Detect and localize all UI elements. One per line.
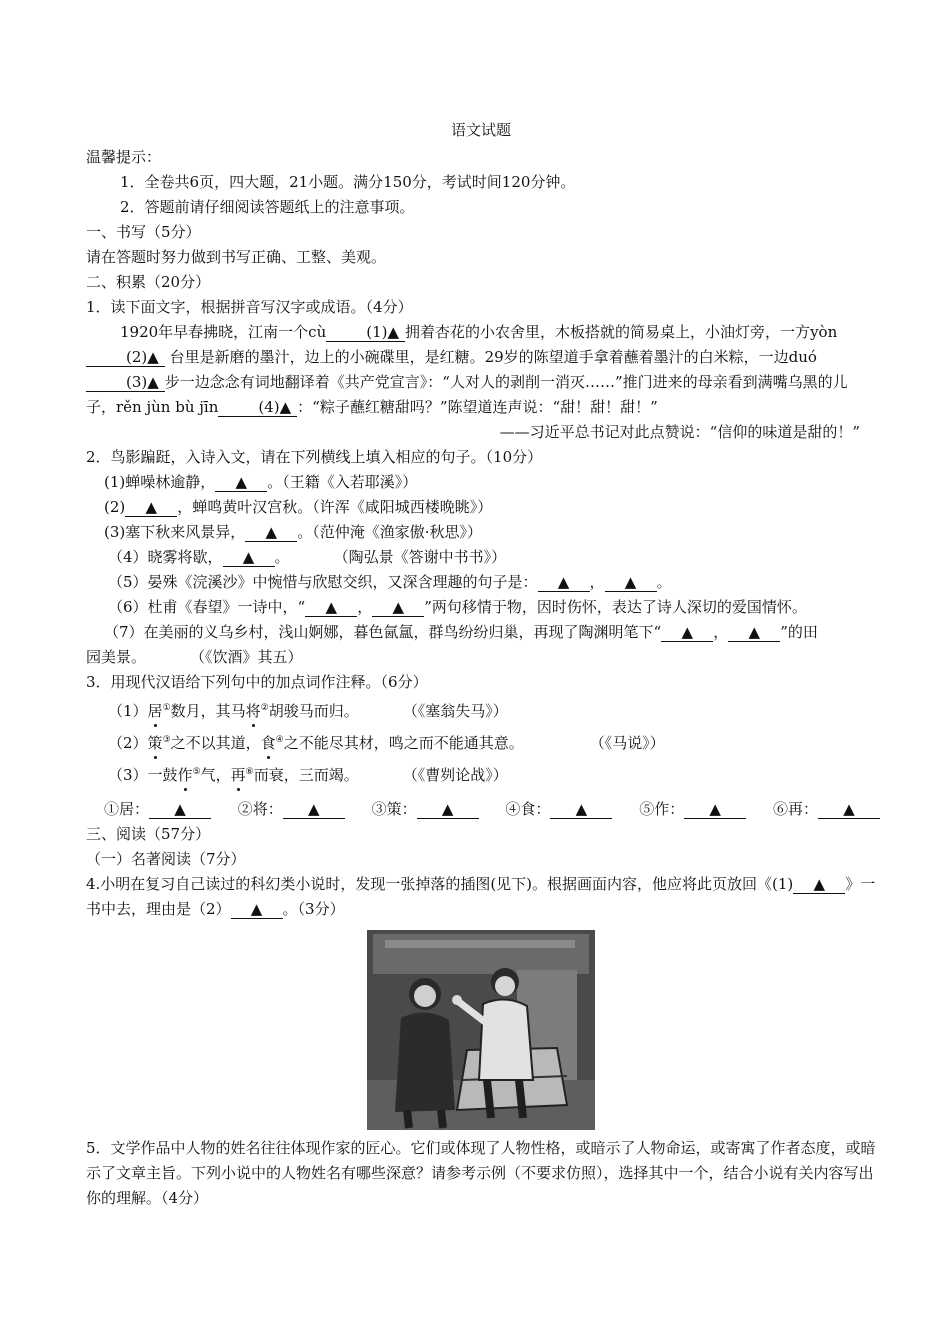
q1-stem: 1．读下面文字，根据拼音写汉字或成语。（4分） bbox=[86, 298, 413, 316]
q3-item-2: （2）策③之不以其道，食④之不能尽其材，鸣之而不能通其意。 （《马说》） bbox=[86, 731, 876, 756]
q2-item-5: （5）晏殊《浣溪沙》中惋惜与欣慰交织，又深含理趣的句子是： ▲ ， ▲ 。 bbox=[108, 573, 672, 591]
q2-blank: ▲ bbox=[372, 598, 424, 617]
q3-stem: 3．用现代汉语给下列句中的加点词作注释。（6分） bbox=[86, 673, 428, 691]
q2-blank: ▲ bbox=[661, 623, 713, 642]
illustration-drawing bbox=[367, 930, 595, 1130]
q2-blank: ▲ bbox=[223, 548, 275, 567]
q2-blank: ▲ bbox=[215, 473, 267, 492]
q2-blank: ▲ bbox=[538, 573, 590, 592]
q2-item-4: （4）晓雾将歇， ▲ 。 （陶弘景《答谢中书书》） bbox=[108, 548, 507, 566]
q2-blank: ▲ bbox=[605, 573, 657, 592]
q2-item-7: （7）在美丽的义乌乡村，浅山婀娜，暮色氤氲，群鸟纷纷归巢，再现了陶渊明笔下“ ▲ ， ▲ ”的田 bbox=[104, 623, 818, 641]
q2-stem: 2．鸟影蹁跹，入诗入文，请在下列横线上填入相应的句子。（10分） bbox=[86, 448, 543, 466]
q4-blank-1: ▲ bbox=[793, 875, 845, 894]
q1-passage: 1920年早春拂晓，江南一个cù (1)▲ 拥着杏花的小农舍里，木板搭就的简易桌上，小油灯旁，一方yòn(2)▲ 台里是新磨的墨汁，边上的小碗碟里，是红糖。29岁的陈望道手拿着蘸着墨汁的白米粽，一边duó(3)▲ 步一边念念有词地翻译着《共产党宣言》：“人对人的剥削一消灭……”推门进来的母亲看到满嘴乌黑的儿子，rěn jùn bù jīn (4)▲ ：“粽子蘸红糖甜吗？”陈望道连声说：“甜！甜！甜！” bbox=[86, 323, 848, 416]
q1-blank-4: (4)▲ bbox=[218, 398, 297, 417]
q2-item-7-cont: 园美景。 （《饮酒》其五） bbox=[86, 648, 303, 666]
tip-1: 1．全卷共6页，四大题，21小题。满分150分，考试时间120分钟。 bbox=[120, 173, 576, 191]
section-1-text: 请在答题时努力做到书写正确、工整、美观。 bbox=[86, 248, 387, 266]
q3-item-1: （1）居①数月，其马将②胡骏马而归。 （《塞翁失马》） bbox=[86, 699, 876, 724]
section-2-heading: 二、积累（20分） bbox=[86, 273, 211, 291]
illustration-image bbox=[367, 930, 595, 1130]
q1-quote: ——习近平总书记对此点赞说：“信仰的味道是甜的！” bbox=[499, 423, 860, 441]
q3-blank: ▲ bbox=[417, 800, 479, 819]
q3-blank: ▲ bbox=[149, 800, 211, 819]
q2-item-1: (1)蝉噪林逾静， ▲ 。（王籍《入若耶溪》） bbox=[104, 473, 418, 491]
q2-item-6: （6）杜甫《春望》一诗中，“ ▲ ， ▲ ”两句移情于物，因时伤怀，表达了诗人深切的爱国情怀。 bbox=[108, 598, 807, 616]
q3-item-3: （3）一鼓作⑤气，再⑥而衰，三而竭。 （《曹刿论战》） bbox=[86, 763, 876, 788]
section-1-heading: 一、书写（5分） bbox=[86, 223, 201, 241]
page-title: 语文试题 bbox=[450, 121, 511, 139]
q1-blank-2: (2)▲ bbox=[86, 348, 165, 367]
tip-2: 2．答题前请仔细阅读答题纸上的注意事项。 bbox=[120, 198, 415, 216]
q2-blank: ▲ bbox=[305, 598, 357, 617]
q2-blank: ▲ bbox=[125, 498, 177, 517]
tips-heading: 温馨提示： bbox=[86, 148, 162, 166]
q1-blank-1: (1)▲ bbox=[326, 323, 405, 342]
q2-blank: ▲ bbox=[245, 523, 297, 542]
q3-blank: ▲ bbox=[550, 800, 612, 819]
section-3-subheading: （一）名著阅读（7分） bbox=[86, 850, 246, 868]
q3-blank: ▲ bbox=[818, 800, 880, 819]
exam-page bbox=[86, 118, 876, 1211]
q4-text: 4.小明在复习自己读过的科幻类小说时，发现一张掉落的插图(见下)。根据画面内容，他应将此页放回《(1) ▲ 》一书中去，理由是（2） ▲ 。（3分） bbox=[86, 875, 876, 918]
q2-item-2: (2) ▲ ，蝉鸣黄叶汉宫秋。（许浑《咸阳城西楼晚眺》） bbox=[104, 498, 493, 516]
q3-blank: ▲ bbox=[684, 800, 746, 819]
section-3-heading: 三、阅读（57分） bbox=[86, 825, 211, 843]
q1-blank-3: (3)▲ bbox=[86, 373, 165, 392]
q2-item-3: (3)塞下秋来风景异， ▲ 。（范仲淹《渔家傲·秋思》） bbox=[104, 523, 483, 541]
q5-text: 5．文学作品中人物的姓名往往体现作家的匠心。它们或体现了人物性格，或暗示了人物命运，或寄寓了作者态度，或暗示了文章主旨。下列小说中的人物姓名有哪些深意？请参考示例（不要求仿照），选择其中一个，结合小说有关内容写出你的理解。（4分） bbox=[86, 1139, 876, 1207]
q3-blank: ▲ bbox=[283, 800, 345, 819]
q3-answers: ①居： ▲ ②将： ▲ ③策： ▲ ④食： ▲ ⑤作： ▲ ⑥再： ▲ bbox=[86, 797, 876, 822]
q4-blank-2: ▲ bbox=[231, 900, 283, 919]
q2-blank: ▲ bbox=[728, 623, 780, 642]
